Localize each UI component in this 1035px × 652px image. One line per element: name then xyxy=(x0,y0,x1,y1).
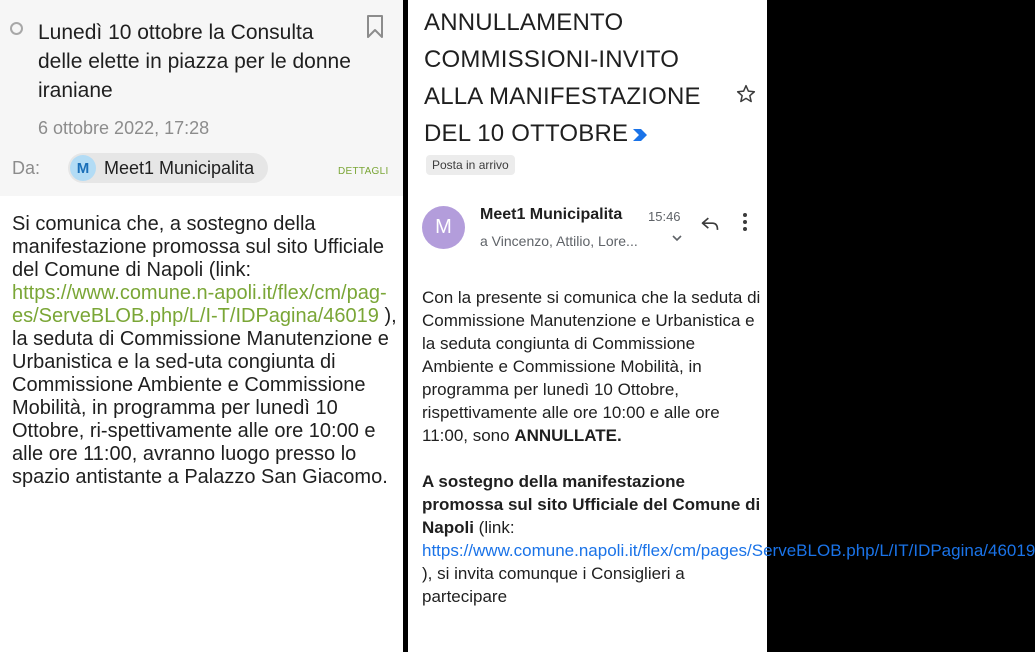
right-email-subject xyxy=(424,4,734,152)
left-email-subject: Lunedì 10 ottobre la Consulta delle elette in piazza per le donne iraniane xyxy=(38,21,351,102)
more-vert-icon[interactable] xyxy=(742,212,748,232)
body-paragraph xyxy=(422,470,1035,608)
sender-chip[interactable] xyxy=(68,153,268,183)
sender-avatar: M xyxy=(70,155,96,181)
body-link[interactable]: https://www.comune.napoli.it/flex/cm/pages/ServeBLOB.php/L/IT/IDPagina/46019 xyxy=(422,541,1035,560)
body-text: ), la seduta di Commissione Manutenzione e Urbanistica e la sed-uta congiunta di Commissione Ambiente e Commissione Mobilità, in programma per lunedì 10 Ottobre, ri-spettivamente alle ore 10:00 e alle ore 11:00, avranno luogo presso lo spazio antistante a Palazzo San Giacomo. xyxy=(12,305,397,488)
important-marker-icon[interactable] xyxy=(632,128,648,142)
body-paragraph xyxy=(422,286,762,447)
body-link[interactable]: https://www.comune.n-apoli.it/flex/cm/pag-es/ServeBLOB.php/L/I-T/IDPagina/46019 xyxy=(12,282,387,327)
sender-avatar: M xyxy=(422,206,465,249)
body-text: Si comunica che, a sostegno della manifestazione promossa sul sito Ufficiale del Comune di Napoli (link: xyxy=(12,213,385,281)
inbox-label-chip[interactable]: Posta in arrivo xyxy=(426,155,515,175)
sender-name: Meet1 Municipalita xyxy=(104,157,255,178)
sender-name: Meet1 Municipalita xyxy=(480,206,623,223)
body-text: ), si invita comunque i Consiglieri a partecipare xyxy=(422,564,685,606)
reply-icon[interactable] xyxy=(700,214,720,234)
right-email-body xyxy=(422,286,1035,608)
left-email-date: 6 ottobre 2022, 17:28 xyxy=(38,118,210,138)
left-email-body xyxy=(12,213,398,489)
message-time: 15:46 xyxy=(648,209,681,224)
unread-circle-icon xyxy=(10,22,23,35)
right-email-pane xyxy=(408,0,1035,652)
chevron-down-icon[interactable] xyxy=(672,233,682,243)
body-text: (link: xyxy=(473,518,515,537)
details-button[interactable]: DETTAGLI xyxy=(338,166,389,177)
from-label: Da: xyxy=(12,158,41,178)
left-email-header xyxy=(0,0,403,196)
recipients-text[interactable]: a Vincenzo, Attilio, Lore... xyxy=(480,233,638,249)
star-icon[interactable] xyxy=(736,84,756,104)
body-bold-text: ANNULLATE. xyxy=(514,426,622,445)
subject-text: ANNULLAMENTO COMMISSIONI-INVITO ALLA MANIFESTAZIONE DEL 10 OTTOBRE xyxy=(424,9,701,147)
body-bold-text: A sostegno della manifestazione promossa sul sito Ufficiale del Comune di Napoli xyxy=(422,472,761,537)
body-text: Con la presente si comunica che la seduta di Commissione Manutenzione e Urbanistica e la seduta congiunta di Commissione Ambiente e Commissione Mobilità, in programma per lunedì 10 Ottobre, rispettivamente alle ore 10:00 e alle ore 11:00, sono xyxy=(422,288,761,445)
bookmark-icon[interactable] xyxy=(366,15,384,39)
left-email-pane xyxy=(0,0,403,652)
